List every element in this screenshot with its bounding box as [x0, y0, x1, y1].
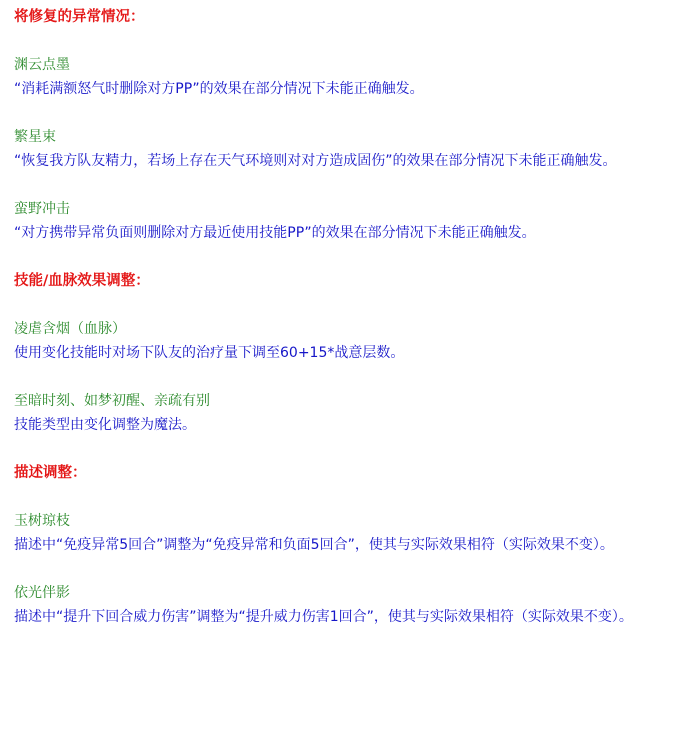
item-description: 描述中“免疫异常5回合”调整为“免疫异常和负面5回合”，使其与实际效果相符（实际效果不变）。: [14, 537, 614, 553]
list-item: [14, 581, 684, 629]
item-description: 技能类型由变化调整为魔法。: [14, 417, 196, 433]
list-item: [14, 317, 684, 365]
item-description: “对方携带异常负面则删除对方最近使用技能PP”的效果在部分情况下未能正确触发。: [14, 225, 536, 241]
item-title: 玉树琼枝: [14, 513, 70, 529]
item-description: 描述中“提升下回合威力伤害”调整为“提升威力伤害1回合”，使其与实际效果相符（实际效果不变）。: [14, 609, 633, 625]
list-item: [14, 125, 684, 173]
list-item: [14, 197, 684, 245]
list-item: [14, 509, 684, 557]
item-description: “消耗满额怒气时删除对方PP”的效果在部分情况下未能正确触发。: [14, 81, 424, 97]
item-title: 繁星束: [14, 129, 56, 145]
list-item: [14, 53, 684, 101]
item-description: 使用变化技能时对场下队友的治疗量下调至60+15*战意层数。: [14, 345, 405, 361]
item-title: 凌虐含烟（血脉）: [14, 321, 126, 337]
item-title: 蛮野冲击: [14, 201, 70, 217]
section-heading: 描述调整：: [14, 465, 87, 481]
section-description-adjustments: [14, 461, 684, 629]
item-description: “恢复我方队友精力，若场上存在天气环境则对对方造成固伤”的效果在部分情况下未能正确触发。: [14, 153, 617, 169]
item-title: 至暗时刻、如梦初醒、亲疏有别: [14, 393, 210, 409]
section-skill-adjustments: [14, 269, 684, 437]
list-item: [14, 389, 684, 437]
section-bug-fixes: [14, 5, 684, 245]
item-title: 依光伴影: [14, 585, 70, 601]
section-heading: 将修复的异常情况：: [14, 9, 145, 25]
item-title: 渊云点墨: [14, 57, 70, 73]
section-heading: 技能/血脉效果调整：: [14, 273, 150, 289]
